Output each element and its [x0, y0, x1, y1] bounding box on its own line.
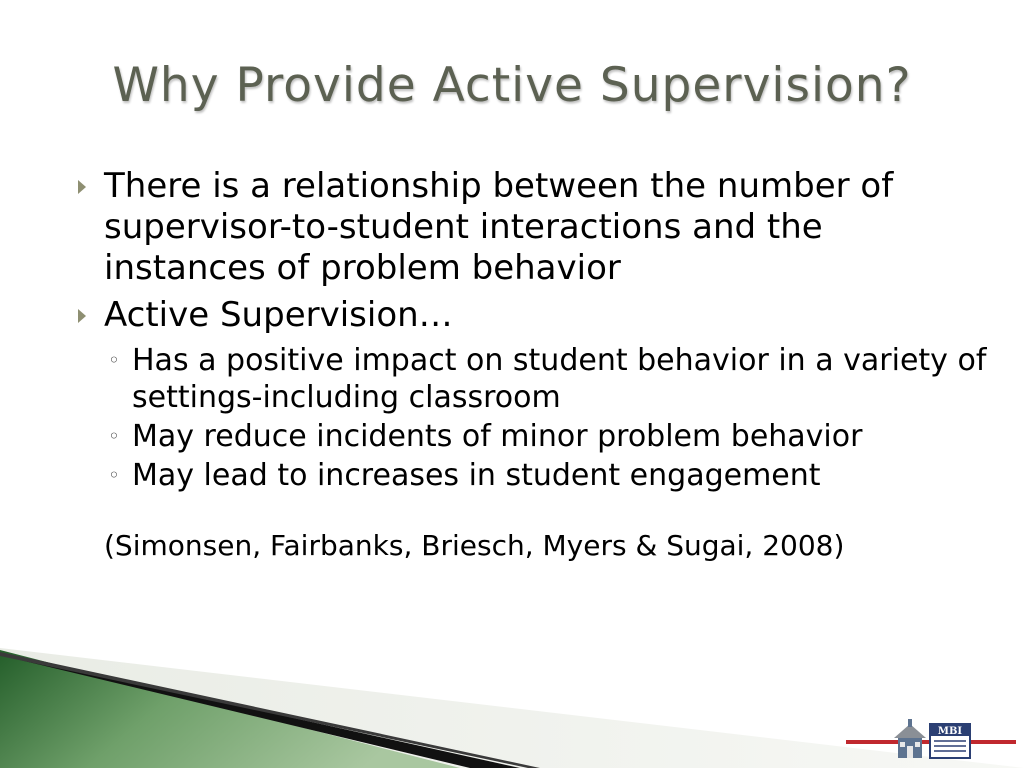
- sub-bullet-engagement: [72, 457, 992, 494]
- slide-content: [72, 166, 992, 564]
- logo-abbreviation: MBI: [937, 726, 963, 737]
- sub-bullet-positive-impact: [72, 342, 992, 416]
- bullet-relationship: [72, 166, 992, 289]
- mbi-logo: [892, 716, 974, 762]
- triangle-right-icon: [78, 309, 86, 323]
- hollow-circle-icon: ◦: [108, 424, 120, 448]
- slide-title: Why Provide Active Supervision?: [112, 58, 912, 113]
- triangle-right-icon: [78, 180, 86, 194]
- bullet-text: There is a relationship between the number of supervisor-to-student interactions and the instances of problem behavior: [104, 166, 894, 288]
- citation: (Simonsen, Fairbanks, Briesch, Myers & Sugai, 2008): [104, 529, 845, 562]
- sub-bullet-text: Has a positive impact on student behavior in a variety of settings-including classroom: [132, 343, 987, 415]
- bullet-active-supervision: [72, 295, 992, 336]
- hollow-circle-icon: ◦: [108, 348, 120, 372]
- sub-bullet-reduce-incidents: [72, 418, 992, 455]
- hollow-circle-icon: ◦: [108, 463, 120, 487]
- bullet-text: Active Supervision…: [104, 295, 453, 335]
- sub-bullet-text: May reduce incidents of minor problem behavior: [132, 419, 863, 454]
- sub-bullet-text: May lead to increases in student engagement: [132, 458, 821, 493]
